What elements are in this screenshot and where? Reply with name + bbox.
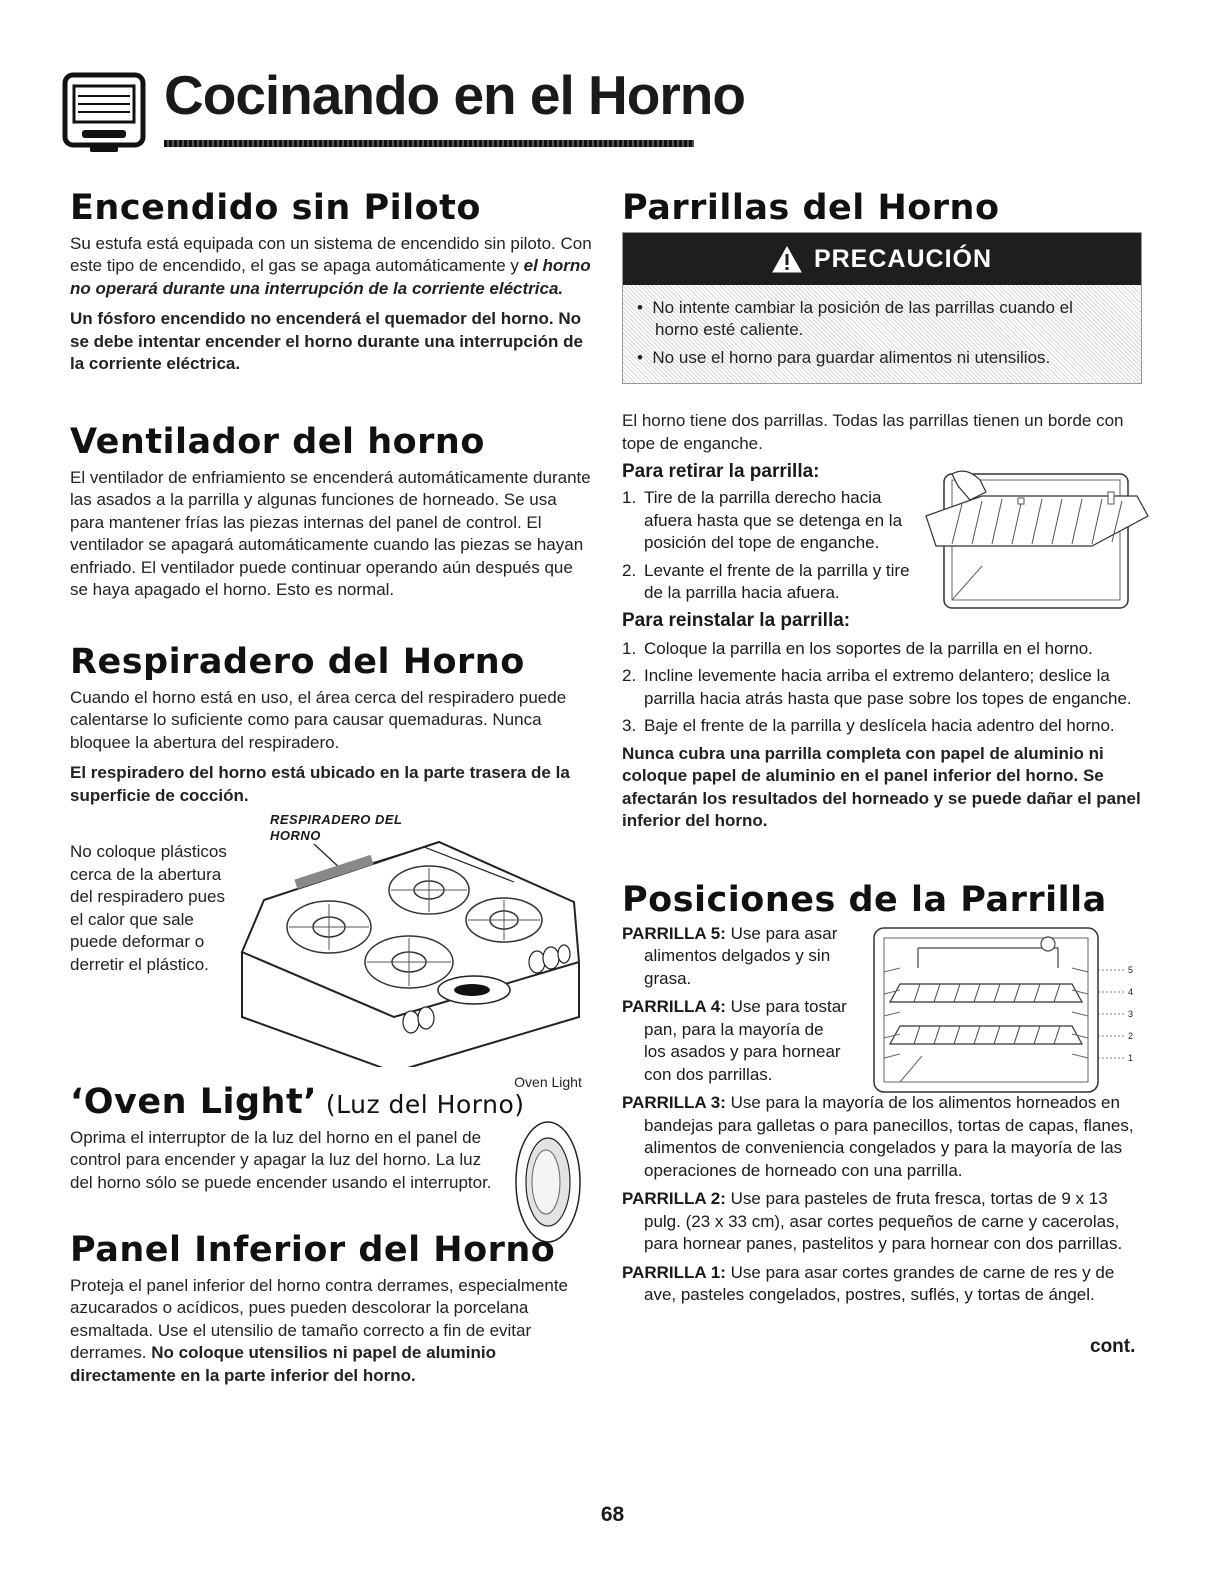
cooktop-illustration [234,812,584,1067]
list-item: 3. Baje el frente de la parrilla y deslícela hacia adentro del horno. [622,716,1115,735]
vent-label: RESPIRADERO DEL HORNO [270,812,403,843]
list-item: 1. Coloque la parrilla en los soportes de la parrilla en el horno. [622,638,1093,658]
rack-item: PARRILLA 2: Use para pasteles de fruta fresca, tortas de 9 x 13 pulg. (23 x 33 cm), asar cortes pequeños de carne y cacerolas, para hornear panes, pastelitos y para hornear con dos parrillas. [622,1189,1123,1254]
rack-list-bottom [622,1092,1142,1307]
title-main: ‘Oven Light’ [70,1082,318,1122]
section-title: Respiradero del Horno [70,642,525,682]
paragraph [70,233,595,301]
rack-removal-illustration [922,466,1152,612]
title-rule [164,140,694,147]
subheading-retirar: Para retirar la parrilla: [622,461,820,482]
list-item: 1. Tire de la parrilla derecho hacia afuera hasta que se detenga en la posición del tope de enganche. [622,488,903,552]
caution-title: PRECAUCIÓN [813,244,993,273]
rack-positions-illustration [870,924,1145,1096]
rack-positions-figure [870,924,1145,1096]
section-panel [70,1232,595,1387]
switch-label: Oven Light [514,1074,582,1090]
oven-light-figure [508,1074,588,1239]
rack-list-top [622,923,847,1087]
rack-number-label: 4 [1128,987,1134,997]
page-title: Cocinando en el Horno [164,64,745,126]
section-respiradero [70,644,595,807]
rack-number-label: 5 [1128,965,1134,975]
rack-number-label: 3 [1128,1009,1134,1019]
rack-removal-figure [922,466,1152,612]
paragraph [70,1275,595,1388]
section-title: Posiciones de la Parrilla [622,880,1107,920]
rack-item: PARRILLA 3: Use para la mayoría de los alimentos horneados en bandejas para galletas o para panecillos, tortas de capas, flanes, alimentos de conveniencia congelados y para la mayoría de las operaciones de horneado con una parrilla. [622,1093,1134,1180]
cooktop-figure [234,812,584,1072]
warning-paragraph: Un fósforo encendido no encenderá el quemador del horno. No se debe intentar encender el horno durante una interrupción de la corriente eléctrica. [70,309,583,374]
steps-retirar [622,487,922,605]
text-plain: Proteja el panel inferior del horno contra derrames, especialmente azucarados o acídicos, pues pueden descolorar la porcelana esmaltada. Use el utensilio de tamaño correcto a fin de evitar derrames. [70,1275,568,1363]
continued-label: cont. [1090,1336,1136,1357]
subheading-reinstalar: Para reinstalar la parrilla: [622,609,851,631]
paragraph: Oprima el interruptor de la luz del horno en el panel de control para encender y apagar la luz del horno. La luz del horno sólo se puede encender usando el interruptor. [70,1127,492,1192]
steps-reinstalar [622,638,1152,738]
caution-body [623,285,1141,369]
text-plain: Su estufa está equipada con un sistema de encendido sin piloto. Con este tipo de encendido, el gas se apaga automáticamente y [70,233,592,276]
text-emphasis: el horno no operará durante una interrupción de la corriente eléctrica. [70,256,591,298]
paragraph: El ventilador de enfriamiento se encenderá automáticamente durante las asados a la parrilla y algunas funciones de horneado. Se usa para mantener frías las piezas internas del panel de control. El ventilador se apagará automáticamente cuando las piezas se hayan enfriado. El ventilador puede continuar operando aún después que se haya apagado el horno. Esto es normal. [70,467,591,600]
section-title: Ventilador del horno [70,422,485,462]
section-title: Parrillas del Horno [622,188,1000,228]
rack-number-label: 2 [1128,1031,1134,1041]
oven-icon [62,72,146,156]
rack-item: PARRILLA 1: Use para asar cortes grandes de carne de res y de ave, pasteles congelados, postres, suflés, y tortas de ángel. [622,1262,1115,1305]
warning-paragraph: El respiradero del horno está ubicado en la parte trasera de la superficie de cocción. [70,763,570,805]
section-parrillas-heading [622,190,1152,227]
caution-item: • No use el horno para guardar alimentos ni utensilios. [637,348,1051,367]
text-bold: No coloque utensilios ni papel de aluminio directamente en la parte inferior del horno. [70,1343,497,1385]
section-title: Encendido sin Piloto [70,188,481,228]
title-sub: (Luz del Horno) [325,1090,525,1119]
section-title: Panel Inferior del Horno [70,1230,556,1270]
paragraph: No coloque plásticos cerca de la abertura del respiradero pues el calor que sale puede deformar o derretir el plástico. [70,842,227,974]
page-header [62,60,745,155]
page-number: 68 [600,1503,625,1526]
list-item: 2. Levante el frente de la parrilla y tire de la parrilla hacia afuera. [622,560,910,602]
rack-item: PARRILLA 4: Use para tostar pan, para la mayoría de los asados y para hornear con dos parrillas. [622,997,847,1084]
paragraph: El horno tiene dos parrillas. Todas las parrillas tienen un borde con tope de enganche. [622,411,1124,453]
caution-header [623,233,1141,285]
warning-icon [772,246,802,273]
warning-paragraph: Nunca cubra una parrilla completa con papel de aluminio ni coloque papel de aluminio en el panel inferior del horno. Se afectarán los resultados del horneado y se puede dañar el panel inferior del horno. [622,743,1141,830]
caution-item: • No intente cambiar la posición de las parrillas cuando el horno esté caliente. [637,298,1073,339]
caution-box [622,232,1142,384]
section-ventilador [70,424,595,602]
paragraph: Cuando el horno está en uso, el área cerca del respiradero puede calentarse lo suficiente como para causar quemaduras. Nunca bloquee la abertura del respiradero. [70,687,567,752]
section-encendido [70,190,595,376]
rack-number-label: 1 [1128,1053,1134,1063]
list-item: 2. Incline levemente hacia arriba el extremo delantero; deslice la parrilla hacia atrás hasta que pase sobre los topes de enganche. [622,666,1132,708]
rack-item: PARRILLA 5: Use para asar alimentos delgados y sin grasa. [622,923,838,988]
respiradero-note [70,841,230,976]
